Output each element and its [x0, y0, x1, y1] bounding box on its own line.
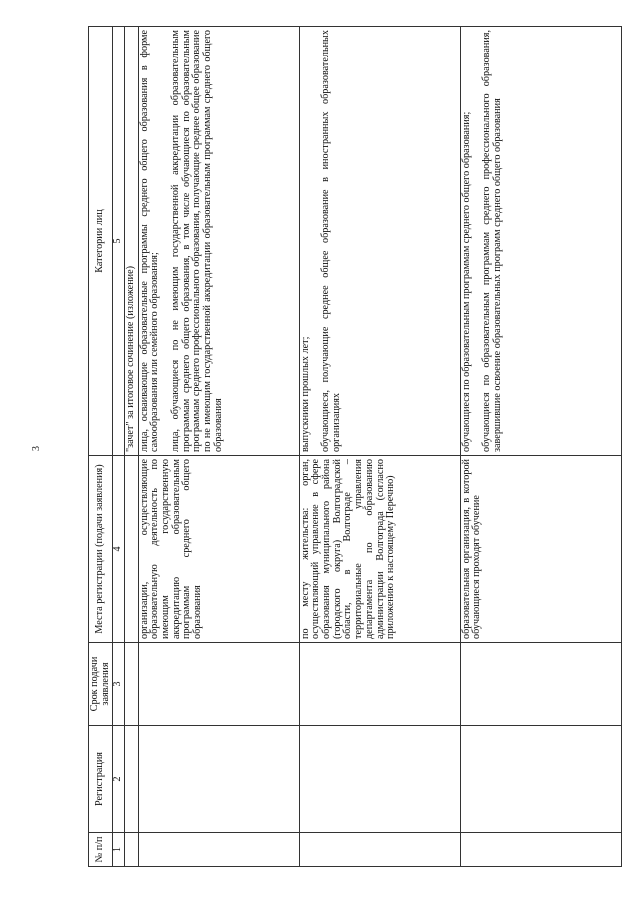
column-number: 4: [113, 456, 125, 643]
category-paragraph: обучающиеся по образовательным программам среднего общего образования;: [460, 111, 472, 452]
section-title-row: [124, 27, 138, 867]
table-row: [299, 27, 460, 867]
category-paragraph: выпускники прошлых лет;: [299, 336, 311, 452]
category-paragraph: обучающиеся по образовательным программам среднего профессионального образования, завершившие освоение образовательных программ среднего общего образования: [481, 30, 504, 452]
header-number: № п/п: [89, 833, 113, 867]
category-paragraph: лица, обучающиеся по не имеющим государственной аккредитации образовательным программам среднего общего образования, в том числе обучающиеся по образовательным программам среднего профессионального образования, получающие среднее общее образование по не имеющим государственной аккредитации образовательным программам среднего общего образования: [170, 30, 224, 452]
registration-table: [88, 26, 622, 867]
header-deadline: Срок подачи заявления: [89, 643, 113, 726]
header-categories: Категории лиц: [89, 27, 113, 456]
place-cell: образовательная организация, в которой обучающиеся проходят обучение: [460, 456, 621, 643]
section-title: "зачет" за итоговое сочинение (изложение): [124, 27, 138, 456]
categories-cell: [299, 27, 460, 456]
column-number: 1: [113, 833, 125, 867]
place-cell: по месту жительства: орган, осуществляющий управление в сфере образования муниципального района (городского округа) Волгоградской области, в Волгограде – территориальные управления департамента по образованию администрации Волгограда (согласно приложению к настоящему Перечню): [299, 456, 460, 643]
table-row: [138, 27, 299, 867]
column-number: 2: [113, 726, 125, 833]
place-cell: организации, осуществляющие образовательную деятельность по имеющим государственную аккредитацию образовательным программам среднего общего образования: [138, 456, 299, 643]
header-registration: Регистрация: [89, 726, 113, 833]
column-number-row: [113, 27, 125, 867]
column-number: 5: [113, 27, 125, 456]
categories-cell: [138, 27, 299, 456]
category-paragraph: лица, осваивающие образовательные программы среднего общего образования в форме самообразования или семейного образования;: [138, 30, 161, 452]
page-number: 3: [31, 446, 42, 451]
category-paragraph: обучающиеся, получающие среднее общее образование в иностранных образовательных организациях: [320, 30, 343, 452]
header-row: [89, 27, 113, 867]
header-places: Места регистрации (подачи заявления): [89, 456, 113, 643]
table-row: [460, 27, 621, 867]
categories-cell: [460, 27, 621, 456]
rotated-page: [88, 27, 598, 867]
column-number: 3: [113, 643, 125, 726]
